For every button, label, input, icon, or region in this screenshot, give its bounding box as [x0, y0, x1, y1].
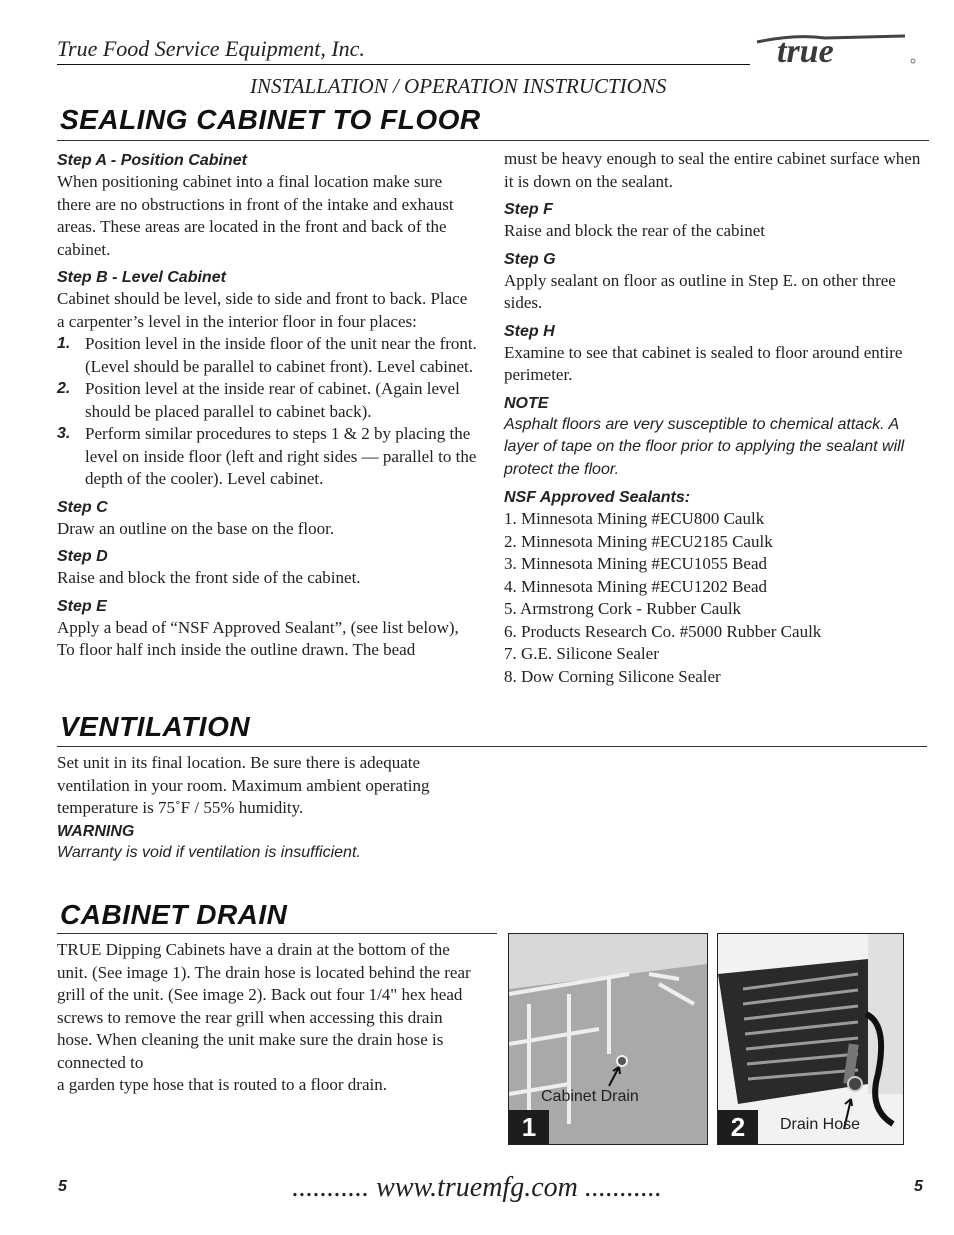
- list-item: 3. Minnesota Mining #ECU1055 Bead: [504, 554, 768, 573]
- caption-drain-hose: Drain Hose: [780, 1116, 861, 1133]
- page-number-right: 5: [914, 1178, 923, 1195]
- list-item: 1. Minnesota Mining #ECU800 Caulk: [504, 509, 765, 528]
- step-e-text: Apply a bead of “NSF Approved Sealant”, (see list below), To floor half inch inside the outline drawn. The bead: [57, 617, 459, 659]
- section-rule-drain: [57, 933, 497, 934]
- step-b-item: [57, 333, 479, 378]
- list-item: 2. Minnesota Mining #ECU2185 Caulk: [504, 531, 773, 551]
- step-f-title: Step F: [504, 201, 553, 218]
- drain-text-end: a garden type hose that is routed to a floor drain.: [57, 1075, 387, 1094]
- item-number: 1.: [57, 335, 71, 352]
- ventilation-text: Set unit in its final location. Be sure there is adequate ventilation in your room. Maximum ambient operating temperature is 75˚F / 55% humidity.: [57, 753, 430, 817]
- footer-website: ........... www.truemfg.com ...........: [292, 1172, 662, 1203]
- list-item: 4. Minnesota Mining #ECU1202 Bead: [504, 576, 768, 596]
- step-f-text: Raise and block the rear of the cabinet: [504, 221, 766, 240]
- header-rule: [57, 64, 750, 65]
- step-c-text: Draw an outline on the base on the floor.: [57, 518, 335, 538]
- step-a-text: When positioning cabinet into a final location make sure there are no obstructions in front of the intake and exhaust areas. These areas are located in the front and back of the cabinet.: [57, 172, 454, 259]
- step-e-title: Step E: [57, 597, 107, 615]
- step-h-title: Step H: [504, 322, 555, 340]
- step-b-item: [57, 423, 479, 491]
- list-item: 7. G.E. Silicone Sealer: [504, 644, 659, 663]
- item-text: Position level in the inside floor of the unit near the front. (Level should be parallel to cabinet front). Level cabinet.: [85, 334, 477, 376]
- item-text: Perform similar procedures to steps 1 & 2 by placing the level on inside floor (left and right sides — parallel to the depth of the cooler). Level cabinet.: [85, 424, 477, 488]
- caption-cabinet-drain: Cabinet Drain: [541, 1088, 639, 1105]
- note-title: NOTE: [504, 394, 549, 412]
- sealants-list: [504, 508, 929, 688]
- list-item: 8. Dow Corning Silicone Sealer: [504, 666, 721, 686]
- section-title-ventilation: VENTILATION: [60, 711, 251, 742]
- page-number-left: 5: [58, 1178, 67, 1195]
- step-g-title: Step G: [504, 250, 556, 268]
- warning-text: Warranty is void if ventilation is insufficient.: [57, 843, 361, 861]
- company-name: True Food Service Equipment, Inc.: [57, 36, 365, 61]
- step-g-text: Apply sealant on floor as outline in Step E. on other three sides.: [504, 270, 896, 312]
- section-rule-ventilation: [57, 746, 927, 747]
- step-d-title: Step D: [57, 548, 108, 565]
- step-h-text: Examine to see that cabinet is sealed to floor around entire perimeter.: [504, 342, 903, 384]
- step-b-text: Cabinet should be level, side to side and front to back. Place a carpenter’s level in the interior floor in four places:: [57, 289, 468, 331]
- step-d-text: Raise and block the front side of the cabinet.: [57, 568, 361, 587]
- photo-cabinet-drain: [508, 933, 708, 1145]
- section-rule-sealing: [57, 140, 929, 141]
- photo-drain-hose: [717, 933, 904, 1145]
- sealing-left-column: [57, 144, 479, 662]
- logo-text: true: [777, 33, 834, 70]
- note-text: Asphalt floors are very susceptible to chemical attack. A layer of tape on the floor prior to applying the sealant will protect the floor.: [504, 415, 905, 478]
- item-number: 2.: [57, 380, 71, 397]
- step-b-item: [57, 378, 479, 423]
- section-title-sealing: SEALING CABINET TO FLOOR: [60, 104, 481, 135]
- image-number-badge: 1: [509, 1110, 549, 1144]
- true-brand-logo: [755, 28, 920, 72]
- image-number-badge: 2: [718, 1110, 758, 1144]
- ventilation-column: [57, 752, 477, 864]
- step-c-title: Step C: [57, 498, 108, 516]
- warning-title: WARNING: [57, 822, 135, 840]
- step-b-title: Step B - Level Cabinet: [57, 269, 226, 286]
- step-a-title: Step A - Position Cabinet: [57, 152, 247, 169]
- item-number: 3.: [57, 425, 71, 442]
- document-subtitle: INSTALLATION / OPERATION INSTRUCTIONS: [250, 74, 667, 98]
- item-text: Position level at the inside rear of cabinet. (Again level should be placed parallel to cabinet back).: [85, 379, 460, 421]
- drain-column: [57, 939, 477, 1097]
- drain-text: TRUE Dipping Cabinets have a drain at the bottom of the unit. (See image 1). The drain hose is located behind the rear grill of the unit. (See image 2). Back out four 1/4" hex head screws to remove the rear grill when accessing this drain hose. When cleaning the unit make sure the drain hose is connected to: [57, 940, 471, 1072]
- step-e-continued: must be heavy enough to seal the entire cabinet surface when it is down on the sealant.: [504, 149, 921, 191]
- list-item: 6. Products Research Co. #5000 Rubber Caulk: [504, 621, 822, 641]
- section-title-drain: CABINET DRAIN: [60, 899, 288, 930]
- sealing-right-column: [504, 148, 929, 688]
- sealants-title: NSF Approved Sealants:: [504, 489, 691, 506]
- list-item: 5. Armstrong Cork - Rubber Caulk: [504, 599, 742, 618]
